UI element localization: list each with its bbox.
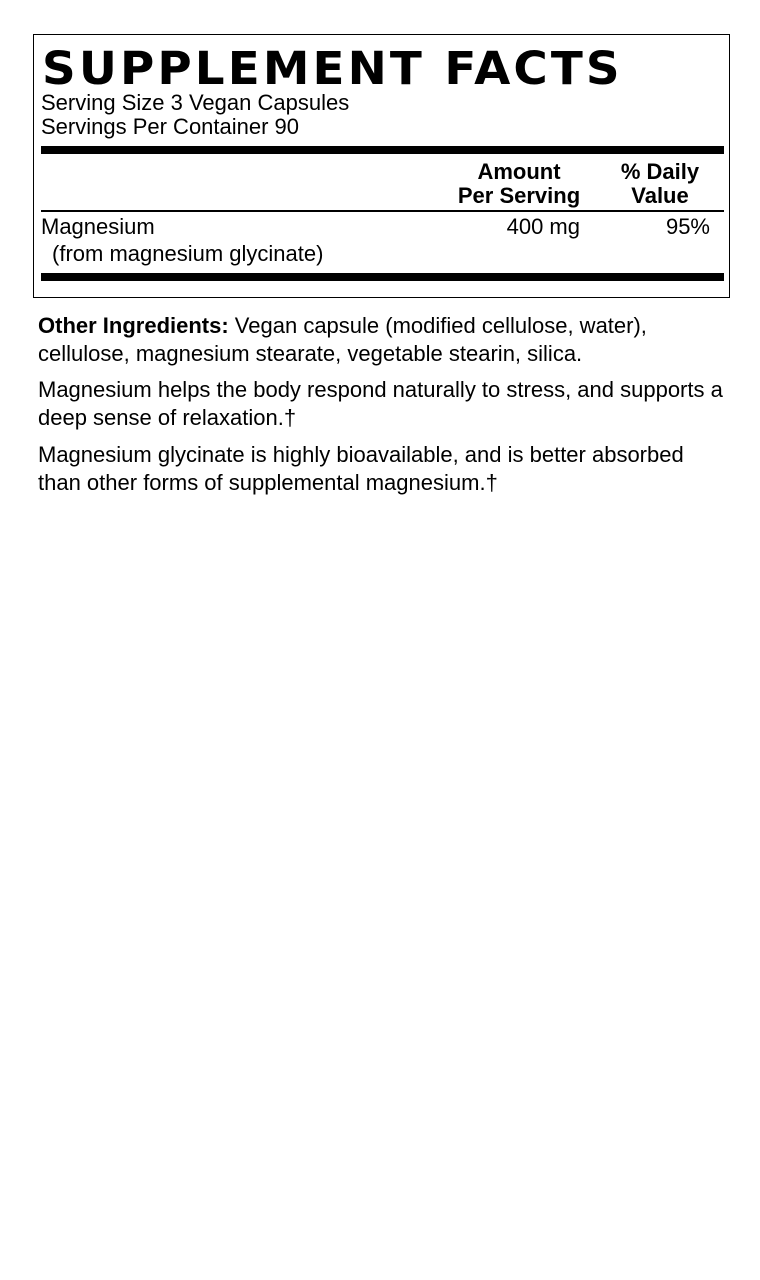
- thick-divider-bottom: [41, 273, 724, 281]
- nutrient-amount: 400 mg: [506, 214, 580, 239]
- thin-divider: [41, 210, 724, 212]
- nutrient-daily-value: 95%: [665, 214, 710, 239]
- supplement-facts-panel: [33, 34, 730, 298]
- serving-size: Serving Size 3 Vegan Capsules: [41, 90, 350, 115]
- other-ingredients-label: Other Ingredients:: [38, 313, 229, 338]
- claim-stress-relaxation: Magnesium helps the body respond naturally to stress, and supports a deep sense of relaxation.†: [38, 377, 723, 430]
- amount-header-line1: Amount: [477, 159, 561, 184]
- nutrient-name: Magnesium: [41, 214, 155, 239]
- amount-header-line2: Per Serving: [457, 183, 581, 208]
- claim-bioavailability: Magnesium glycinate is highly bioavailable, and is better absorbed than other forms of supplemental magnesium.†: [38, 442, 684, 495]
- nutrient-source: (from magnesium glycinate): [52, 241, 324, 266]
- daily-value-header: [604, 160, 716, 208]
- other-ingredients-text: Vegan capsule (modified cellulose, water), cellulose, magnesium stearate, vegetable stearin, silica.: [38, 313, 647, 366]
- dv-header-line2: Value: [631, 183, 689, 208]
- thick-divider-top: [41, 146, 724, 154]
- amount-per-serving-header: [444, 160, 594, 208]
- other-ingredients: [38, 312, 728, 368]
- dv-header-line1: % Daily: [620, 159, 700, 184]
- servings-per-container: Servings Per Container 90: [41, 114, 300, 139]
- facts-title: SUPPLEMENT FACTS: [42, 42, 623, 95]
